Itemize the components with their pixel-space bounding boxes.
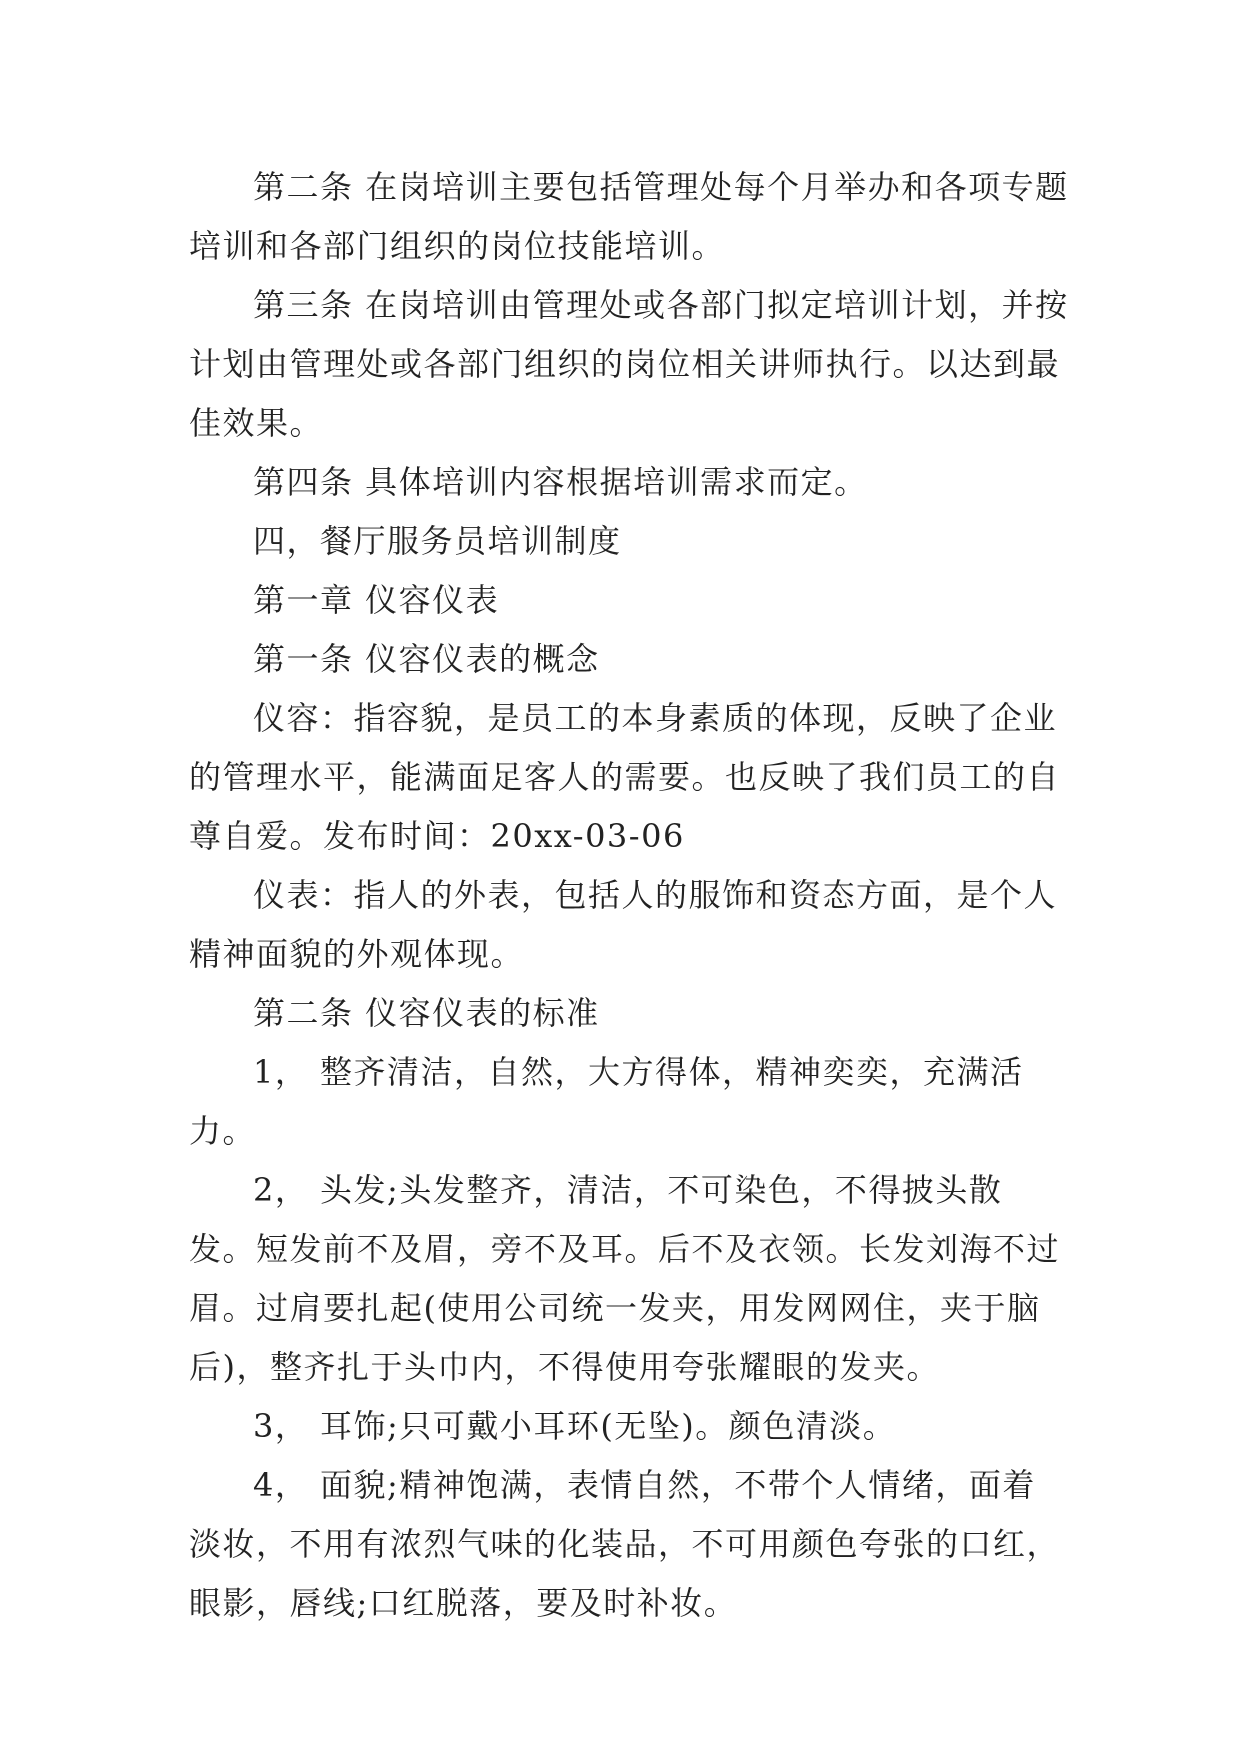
list-item: 4， 面貌;精神饱满，表情自然，不带个人情绪，面着淡妆，不用有浓烈气味的化装品，不可用颜色夸张的口红，眼影，唇线;口红脱落，要及时补妆。 (189, 1466, 1061, 1622)
paragraph: 第四条 具体培训内容根据培训需求而定。 (253, 463, 868, 501)
paragraph: 仪表：指人的外表，包括人的服饰和资态方面，是个人精神面貌的外观体现。 (189, 876, 1058, 973)
paragraph: 仪容：指容貌，是员工的本身素质的体现，反映了企业的管理水平，能满面足客人的需要。也反映了我们员工的自尊自爱。发布时间：20xx-03-06 (189, 699, 1061, 855)
paragraph: 第二条 在岗培训主要包括管理处每个月举办和各项专题培训和各部门组织的岗位技能培训。 (189, 168, 1069, 265)
article-heading: 第二条 仪容仪表的标准 (253, 994, 600, 1032)
list-item: 3， 耳饰;只可戴小耳环(无坠)。颜色清淡。 (253, 1407, 897, 1445)
document-body (189, 158, 1069, 1633)
list-item: 1， 整齐清洁，自然，大方得体，精神奕奕，充满活力。 (189, 1053, 1024, 1150)
chapter-heading: 第一章 仪容仪表 (253, 581, 500, 619)
list-item: 2， 头发;头发整齐，清洁，不可染色，不得披头散发。短发前不及眉，旁不及耳。后不及衣领。长发刘海不过眉。过肩要扎起(使用公司统一发夹，用发网网住，夹于脑后)，整齐扎于头巾内，不得使用夸张耀眼的发夹。 (189, 1171, 1061, 1386)
section-heading: 四，餐厅服务员培训制度 (253, 522, 622, 560)
paragraph: 第三条 在岗培训由管理处或各部门拟定培训计划，并按计划由管理处或各部门组织的岗位相关讲师执行。以达到最佳效果。 (189, 286, 1069, 442)
article-heading: 第一条 仪容仪表的概念 (253, 640, 600, 678)
